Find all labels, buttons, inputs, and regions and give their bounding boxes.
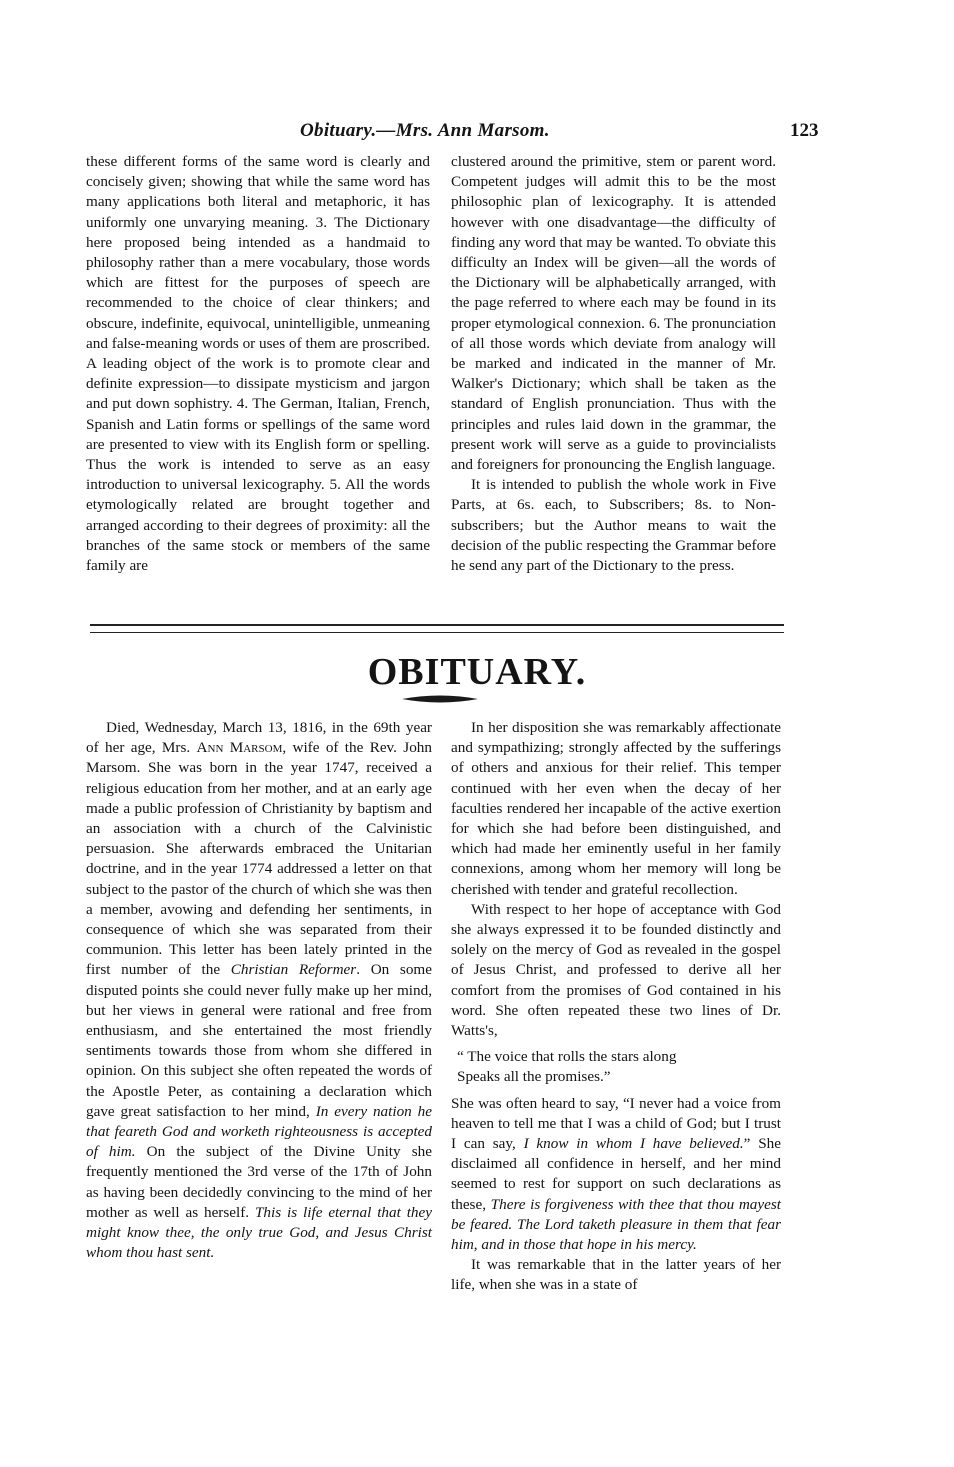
title-ornament <box>400 693 480 705</box>
obituary-right-column <box>451 718 781 1296</box>
dictionary-notice-text: these different forms of the same word is clearly and concisely given; showing that while the same word has many applications both literal and metaphoric, it has uniformly one unvarying meaning. 3. The Dictionary here proposed being intended as a handmaid to philosophy rather than a mere vocabulary, those words which are fittest for the purposes of speech are recommended to the choice of clear thinkers; and obscure, indefinite, equivocal, unintelligible, unmeaning and false-meaning words or uses of them are proscribed. A leading object of the work is to promote clear and definite expression—to dissipate mysticism and jargon and put down sophistry. 4. The German, Italian, French, Spanish and Latin forms or spellings of the same word are presented to view with its English form or spelling. Thus the work is intended to serve as an easy introduction to universal lexicography. 5. All the words etymologically related are brought together and arranged according to their degrees of proximity: all the branches of the same stock or members of the same family are <box>86 153 430 575</box>
verse-line-2: Speaks all the promises.” <box>457 1068 611 1086</box>
obituary-paragraph-1: Died, Wednesday, March 13, 1816, in the 69th year of her age, Mrs. Ann Marsom, wife of the Rev. John Marsom. She was born in the year 1747, received a religious education from her mother, and at an early age made a public profession of Christianity by baptism and an association with a church of the Calvinistic persuasion. She afterwards embraced the Unitarian doctrine, and in the year 1774 addressed a letter on that subject to the pastor of the church of which she was then a member, avowing and defending her sentiments, in consequence of which she was separated from their communion. This letter has been lately printed in the first number of the Christian Reformer. On some disputed points she could never fully make up her mind, but her views in general were rational and free from enthusiasm, and she entertained the most friendly sentiments towards those from whom she differed in opinion. On this subject she often repeated the words of the Apostle Peter, as containing a declaration which gave great satisfaction to her mind, In every nation he that feareth God and worketh righteousness is accepted of him. On the subject of the Divine Unity she frequently mentioned the 3rd verse of the 17th of John as having been decidedly convincing to the mind of her mother as well as herself. This is life eternal that they might know thee, the only true God, and Jesus Christ whom thou hast sent. <box>86 719 433 1262</box>
obituary-paragraph-2: In her disposition she was remarkably affectionate and sympathizing; strongly affected by the sufferings of others and anxious for their relief. This temper continued with her even when the decay of her faculties rendered her incapable of the active exertion for which she had before been distinguished, and which had made her eminently useful in her family connexions, among whom her memory will long be cherished with tender and grateful recollection. <box>451 719 781 898</box>
obituary-paragraph-4: She was often heard to say, “I never had a voice from heaven to tell me that I was a child of God; but I trust I can say, I know in whom I have believed.” She disclaimed all confidence in herself, and her mind seemed to rest for support on such declarations as these, There is forgiveness with thee that thou mayest be feared. The Lord taketh pleasure in them that fear him, and in those that hope in his mercy. <box>451 1094 781 1254</box>
scripture-quote-john: This is life eternal that they might know thee, the only true God, and Jesus Christ whom thou hast sent. <box>86 1203 433 1262</box>
scripture-quote-acts: In every nation he that feareth God and worketh righteousness is accepted of him. <box>86 1102 432 1161</box>
publication-terms-paragraph: It is intended to publish the whole work in Five Parts, at 6s. each, to Subscribers; 8s. to Non-subscribers; but the Author means to wait the decision of the public respecting the Grammar before he send any part of the Dictionary to the press. <box>451 476 776 575</box>
running-head-title: Obituary.—Mrs. Ann Marsom. <box>300 120 550 141</box>
verse-line-1: “ The voice that rolls the stars along <box>457 1048 677 1066</box>
obituary-paragraph-3: With respect to her hope of acceptance with God she always expressed it to be founded distinctly and solely on the mercy of God as revealed in the gospel of Jesus Christ, and professed to derive all her comfort from the promises of God contained in his word. She often repeated these two lines of Dr. Watts's, <box>451 900 781 1040</box>
section-divider-rule <box>90 624 784 633</box>
dictionary-notice-right-column <box>451 152 776 576</box>
scripture-quote-timothy: I know in whom I have believed. <box>523 1135 744 1153</box>
watts-verse <box>457 1047 781 1087</box>
scripture-quote-psalms: There is forgiveness with thee that thou mayest be feared. The Lord taketh pleasure in them that fear him, and in those that hope in his mercy. <box>451 1195 781 1254</box>
journal-title: Christian Reformer <box>230 961 357 979</box>
dictionary-notice-left-column <box>86 152 430 576</box>
section-title: OBITUARY. <box>367 651 587 693</box>
running-head <box>0 118 954 148</box>
obituary-left-column <box>86 718 432 1263</box>
obituary-paragraph-5: It was remarkable that in the latter years of her life, when she was in a state of <box>451 1256 781 1294</box>
deceased-name: Ann Marsom <box>196 739 283 757</box>
page-number: 123 <box>790 120 819 141</box>
dictionary-notice-text-continued: clustered around the primitive, stem or parent word. Competent judges will admit this to be the most philosophic plan of lexicography. It is attended however with one disadvantage—the difficulty of finding any word that may be wanted. To obviate this difficulty an Index will be given—all the words of the Dictionary will be alphabetically arranged, with the page referred to where each may be found in its proper etymological connexion. 6. The pronunciation of all those words which deviate from analogy will be marked and indicated in the manner of Mr. Walker's Dictionary; which shall be taken as the standard of English pronunciation. Thus with the principles and rules laid down in the grammar, the present work will serve as a guide to provincialists and foreigners for pronouncing the English language. <box>451 153 776 474</box>
